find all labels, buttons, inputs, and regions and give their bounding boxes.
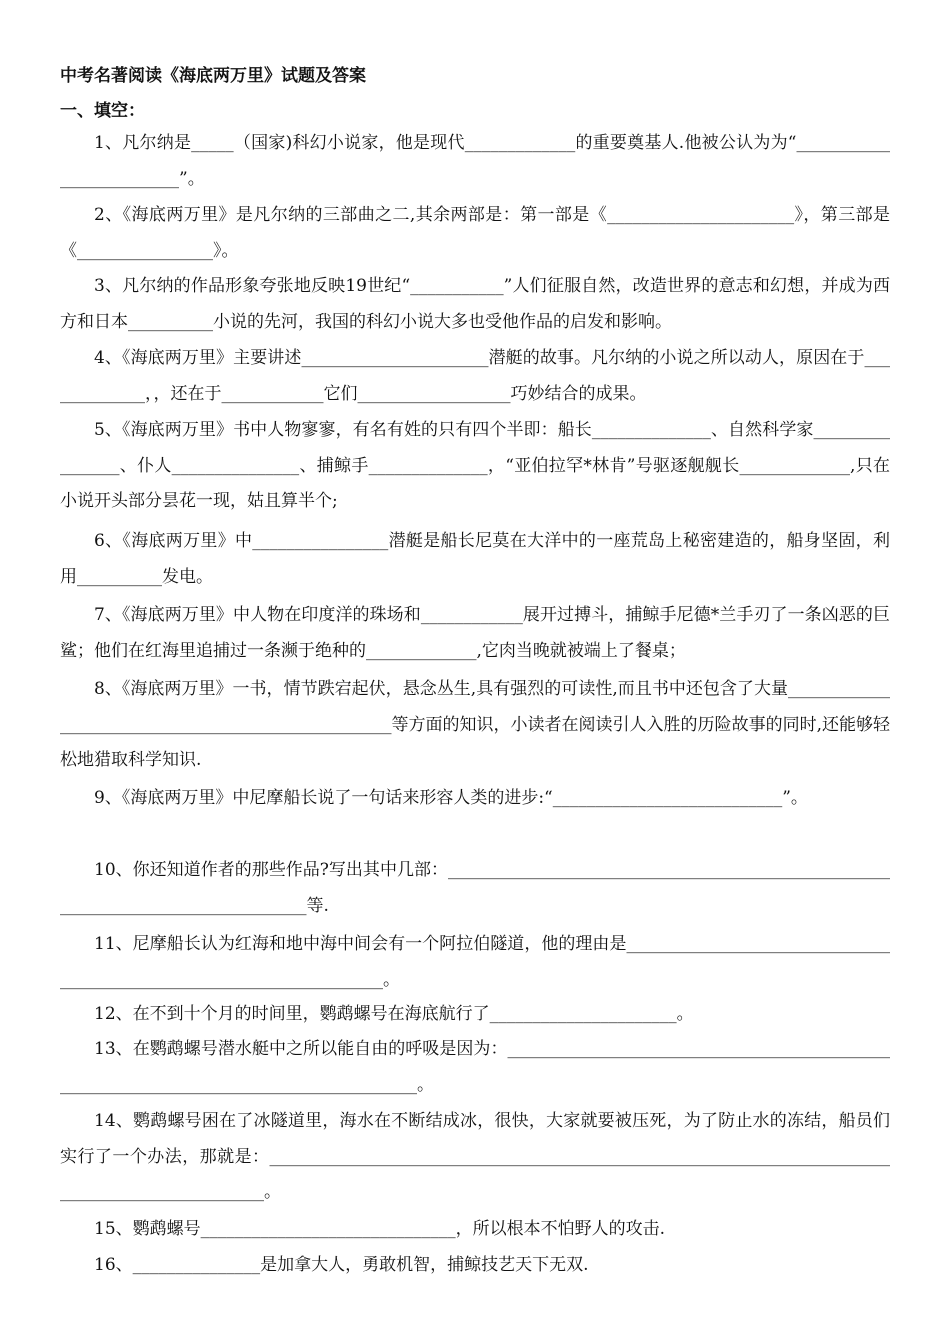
question-5: 5、《海底两万里》书中人物寥寥，有名有姓的只有四个半即：船长______________、自然科学家________________、仆人_______________、捕鲸手______________，“亚伯拉罕*林肯”号驱逐舰舰长_____________,只在小说开头部分昙花一现，姑且算半个; bbox=[60, 420, 890, 511]
question-3: 3、凡尔纳的作品形象夸张地反映19世纪“___________”人们征服自然，改造世界的意志和幻想，并成为西方和日本__________小说的先河，我国的科幻小说大多也受他作品的启发和影响。 bbox=[60, 276, 890, 332]
question-2: 2、《海底两万里》是凡尔纳的三部曲之二,其余两部是：第一部是《______________________》，第三部是《________________》。 bbox=[60, 205, 890, 261]
question-1: 1、凡尔纳是_____（国家)科幻小说家，他是现代_____________的重要奠基人.他被公认为为“_________________________”。 bbox=[60, 133, 890, 189]
question-12: 12、在不到十个月的时间里，鹦鹉螺号在海底航行了______________________。 bbox=[94, 1004, 694, 1024]
question-8: 8、《海底两万里》一书，情节跌宕起伏，悬念丛生,具有强烈的可读性,而且书中还包含了大量___________________________________________________等方面的知识，小读者在阅读引人入胜的历险故事的同时,还能够轻松地猎取科学知识. bbox=[60, 679, 890, 770]
question-6: 6、《海底两万里》中________________潜艇是船长尼莫在大洋中的一座荒岛上秘密建造的，船身坚固，利用__________发电。 bbox=[60, 531, 890, 587]
document-title: 中考名著阅读《海底两万里》试题及答案 bbox=[60, 66, 366, 86]
question-13: 13、在鹦鹉螺号潜水艇中之所以能自由的呼吸是因为：_______________________________________________________________________________________。 bbox=[60, 1039, 890, 1095]
question-15: 15、鹦鹉螺号______________________________，所以根本不怕野人的攻击. bbox=[94, 1219, 666, 1239]
question-16: 16、_______________是加拿大人，勇敢机智，捕鲸技艺天下无双. bbox=[94, 1255, 589, 1275]
question-14: 14、鹦鹉螺号困在了冰隧道里，海水在不断结成冰，很快，大家就要被压死，为了防止水的冻结，船员们实行了一个办法，那就是：_________________________________________________________________________________________________。 bbox=[60, 1111, 890, 1202]
question-7: 7、《海底两万里》中人物在印度洋的珠场和____________展开过搏斗，捕鲸手尼德*兰手刃了一条凶恶的巨鲨；他们在红海里追捕过一条濒于绝种的_____________,它肉当晚就被端上了餐桌； bbox=[60, 605, 890, 661]
question-11: 11、尼摩船长认为红海和地中海中间会有一个阿拉伯隧道，他的理由是_____________________________________________________________________。 bbox=[60, 934, 890, 990]
question-10: 10、你还知道作者的那些作品?写出其中几部：_________________________________________________________________________________等. bbox=[60, 860, 890, 916]
section-heading: 一、填空： bbox=[60, 101, 145, 121]
question-4: 4、《海底两万里》主要讲述______________________潜艇的故事。凡尔纳的小说之所以动人，原因在于_____________，，还在于____________它们__________________巧妙结合的成果。 bbox=[60, 348, 890, 404]
question-9: 9、《海底两万里》中尼摩船长说了一句话来形容人类的进步:“___________________________”。 bbox=[94, 788, 808, 808]
